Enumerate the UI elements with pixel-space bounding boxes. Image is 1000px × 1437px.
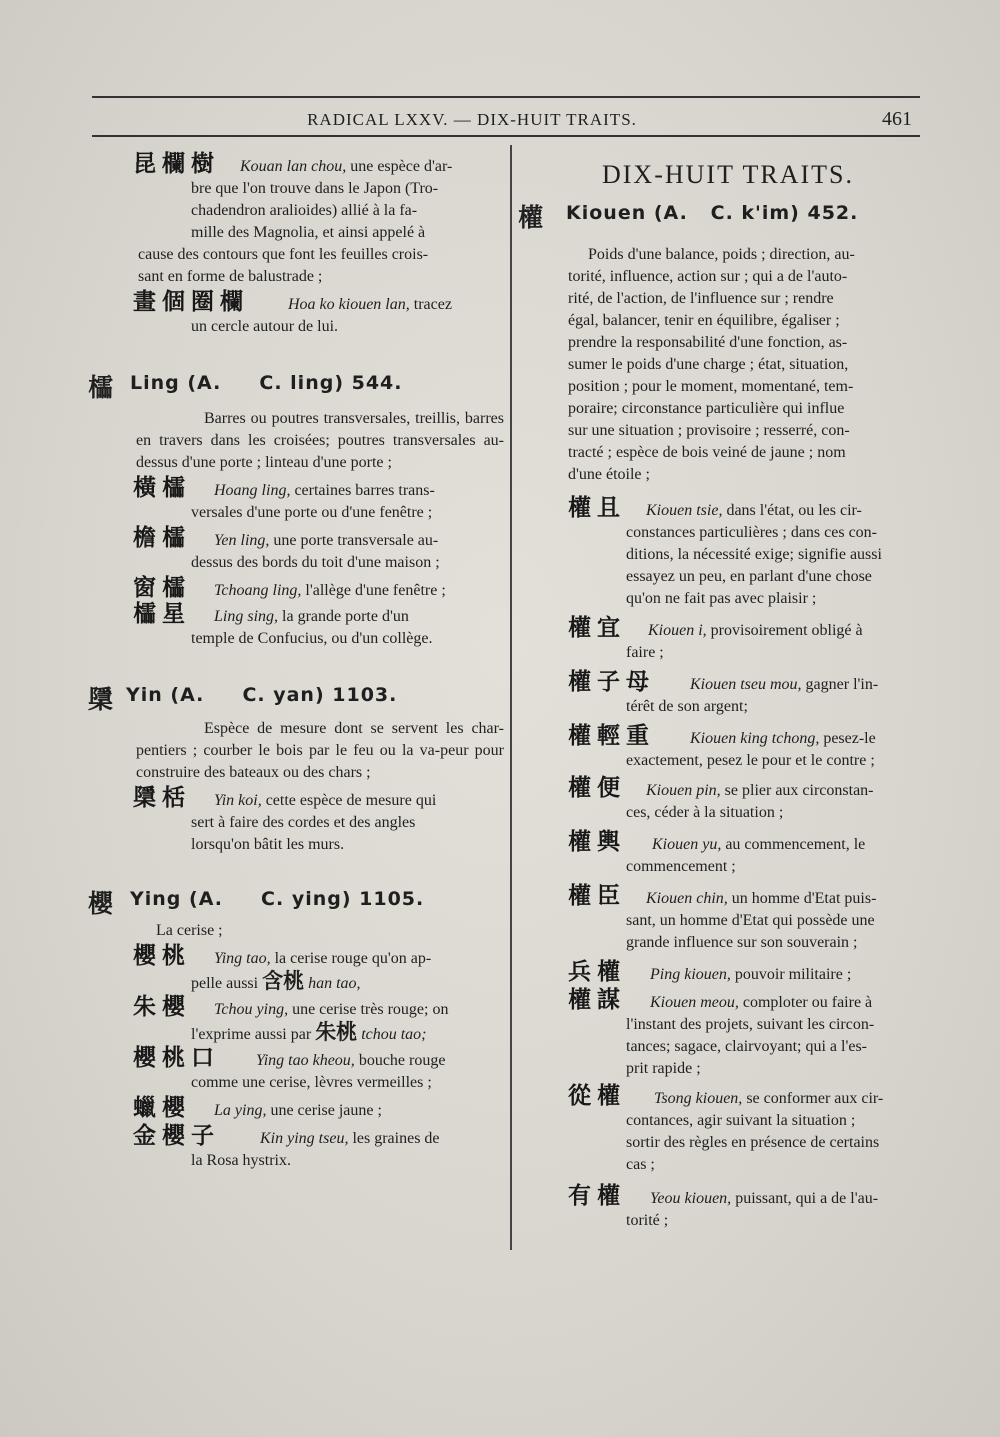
gloss-line: pelle aussi — [191, 975, 259, 992]
romanization: Hoa ko kiouen lan, — [288, 296, 410, 313]
gloss-line: qu'on ne fait pas avec plaisir ; — [626, 590, 817, 607]
gloss-line: contances, agir suivant la situation ; — [626, 1112, 856, 1129]
romanization: Kouan lan chou, — [240, 158, 347, 175]
entry-definition: Barres ou poutres transversales, treillis, barres en travers dans les croisées; poutres transversales au-dessus d'une porte ; linteau d'une porte ; — [136, 410, 504, 471]
compound-entry — [518, 987, 938, 1080]
han-compound: 檐櫺 — [133, 525, 191, 551]
han-compound: 窗櫺 — [133, 575, 191, 601]
gloss-line: torité ; — [626, 1212, 669, 1229]
gloss-line: essayez un peu, en parlant d'une chose — [626, 568, 872, 585]
gloss-line: l'exprime aussi par — [191, 1026, 312, 1043]
romanization: Kiouen i, — [648, 622, 707, 639]
running-head-title: RADICAL LXXV. — DIX-HUIT TRAITS. — [307, 110, 637, 129]
gloss-line: pouvoir militaire ; — [734, 966, 852, 983]
romanization: Yin koi, — [214, 792, 262, 809]
han-compound-inline: 朱桃 — [315, 1020, 358, 1044]
romanization: Tchou ying, — [214, 1001, 289, 1018]
gloss-line: une cerise jaune ; — [270, 1102, 382, 1119]
han-compound: 權子母 — [568, 669, 655, 695]
gloss-line: dessus des bords du toit d'une maison ; — [191, 554, 440, 571]
han-compound: 朱櫻 — [133, 994, 191, 1020]
gloss-line: une porte transversale au- — [273, 532, 439, 549]
definition-line: tracté ; espèce de bois veiné de jaune ; nom — [568, 444, 846, 461]
han-compound: 櫻桃口 — [133, 1045, 220, 1071]
page-number: 461 — [882, 108, 912, 130]
compound-entry — [518, 775, 938, 824]
compound-entry — [88, 525, 504, 574]
han-compound: 兵權 — [568, 959, 626, 985]
gloss-line: l'instant des projets, suivant les circon- — [626, 1016, 875, 1033]
han-compound: 畫個圈欄 — [133, 289, 249, 315]
entry-definition: Espèce de mesure dont se servent les char-pentiers ; courber le bois par le feu ou la va-peur pour construire des bateaux ou des chars ; — [136, 720, 504, 781]
gloss-line: une espèce d'ar- — [350, 158, 453, 175]
romanization: Kiouen king tchong, — [690, 730, 820, 747]
compound-entry — [88, 1123, 504, 1172]
definition-line: position ; pour le moment, momentané, tem- — [568, 378, 854, 395]
entry-heading-yin — [88, 682, 504, 712]
romanization: Tsong kiouen, — [654, 1090, 743, 1107]
gloss-line: térêt de son argent; — [626, 698, 748, 715]
gloss-line: comploter ou faire à — [742, 994, 873, 1011]
gloss-line: comme une cerise, lèvres vermeilles ; — [191, 1074, 432, 1091]
compound-entry — [518, 495, 938, 610]
gloss-line: versales d'une porte ou d'une fenêtre ; — [191, 504, 433, 521]
gloss-line: les graines de — [352, 1130, 440, 1147]
gloss-line: la Rosa hystrix. — [191, 1152, 291, 1169]
gloss-line: ces, céder à la situation ; — [626, 804, 784, 821]
han-compound: 權臣 — [568, 883, 626, 909]
gloss-line: faire ; — [626, 644, 664, 661]
gloss-line: cause des contours que font les feuilles crois- — [138, 246, 429, 263]
compound-entry — [518, 1183, 938, 1232]
head-character: 權 — [518, 203, 544, 232]
definition-line: sur une situation ; provisoire ; resserré, con- — [568, 422, 850, 439]
han-compound: 櫻桃 — [133, 943, 191, 969]
gloss-line: la grande porte d'un — [282, 608, 409, 625]
compound-entry — [88, 289, 504, 338]
gloss-line: chadendron aralioides) allié à la fa- — [191, 202, 418, 219]
gloss-line: grande influence sur son souverain ; — [626, 934, 858, 951]
compound-entry — [518, 669, 938, 718]
compound-entry — [88, 601, 504, 650]
gloss-line: sert à faire des cordes et des angles — [191, 814, 416, 831]
han-compound: 有權 — [568, 1183, 626, 1209]
romanization: Ping kiouen, — [650, 966, 731, 983]
entry-heading-ling — [88, 370, 504, 400]
gloss-line: certaines barres trans- — [294, 482, 435, 499]
romanization: Kiouen yu, — [652, 836, 722, 853]
gloss-line: pesez-le — [823, 730, 876, 747]
entry-heading: Ying (A. C. ying) 1105. — [130, 888, 425, 910]
gloss-line: se conformer aux cir- — [746, 1090, 884, 1107]
gloss-line: la cerise rouge qu'on ap- — [274, 950, 432, 967]
definition-line: sumer le poids d'une charge ; état, situation, — [568, 356, 849, 373]
gloss-line: un homme d'Etat puis- — [731, 890, 877, 907]
han-compound: 權輕重 — [568, 723, 655, 749]
entry-heading: Kiouen (A. C. k'im) 452. — [566, 202, 859, 224]
compound-entry — [88, 785, 504, 856]
entry-heading: Yin (A. C. yan) 1103. — [126, 684, 398, 706]
gloss-line: ditions, la nécessité exige; signifie aussi — [626, 546, 882, 563]
gloss-line: sortir des règles en présence de certains — [626, 1134, 880, 1151]
gloss-line: mille des Magnolia, et ainsi appelé à — [191, 224, 426, 241]
compound-entry — [518, 959, 938, 986]
romanization: Ying tao kheou, — [256, 1052, 355, 1069]
definition-line: Poids d'une balance, poids ; direction, au- — [588, 246, 855, 263]
compound-entry — [518, 1083, 938, 1176]
right-column — [518, 152, 938, 1232]
gloss-line: puissant, qui a de l'au- — [735, 1190, 879, 1207]
romanization: Yen ling, — [214, 532, 270, 549]
romanization: Kiouen pin, — [646, 782, 721, 799]
entry-heading-kiouen — [518, 200, 938, 230]
definition-line: rité, de l'action, de l'influence sur ; rendre — [568, 290, 834, 307]
gloss-line: l'allège d'une fenêtre ; — [305, 582, 446, 599]
column-divider — [510, 145, 512, 1250]
entry-definition: La cerise ; — [156, 922, 223, 939]
compound-entry — [518, 723, 938, 772]
han-compound: 昆欄樹 — [133, 151, 220, 177]
entry-heading-ying — [88, 886, 504, 916]
han-compound-inline: 含桃 — [262, 969, 305, 993]
romanization: La ying, — [214, 1102, 267, 1119]
romanization: Kiouen tseu mou, — [690, 676, 802, 693]
compound-entry — [518, 883, 938, 954]
han-compound: 金櫻子 — [133, 1123, 220, 1149]
definition-line: torité, influence, action sur ; qui a de l'auto- — [568, 268, 848, 285]
gloss-line: tances; sagace, clairvoyant; qui a l'es- — [626, 1038, 867, 1055]
gloss-line: au commencement, le — [725, 836, 866, 853]
romanization: Kin ying tseu, — [260, 1130, 349, 1147]
han-compound: 權宜 — [568, 615, 626, 641]
entry-heading: Ling (A. C. ling) 544. — [130, 372, 403, 394]
compound-entry — [88, 1095, 504, 1122]
romanization: tchou tao; — [361, 1026, 427, 1043]
gloss-line: cette espèce de mesure qui — [265, 792, 437, 809]
gloss-line: bouche rouge — [358, 1052, 446, 1069]
gloss-line: dans l'état, ou les cir- — [726, 502, 862, 519]
gloss-line: provisoirement obligé à — [710, 622, 863, 639]
gloss-line: prit rapide ; — [626, 1060, 701, 1077]
head-character: 櫺 — [88, 373, 114, 402]
entry-definition — [518, 244, 938, 486]
gloss-line: exactement, pesez le pour et le contre ; — [626, 752, 875, 769]
han-compound: 權輿 — [568, 829, 626, 855]
compound-entry — [88, 1045, 504, 1094]
han-compound: 從權 — [568, 1083, 626, 1109]
romanization: Kiouen tsie, — [646, 502, 723, 519]
gloss-line: temple de Confucius, ou d'un collège. — [191, 630, 433, 647]
han-compound: 權便 — [568, 775, 626, 801]
gloss-line: une cerise très rouge; on — [292, 1001, 449, 1018]
compound-entry — [88, 575, 504, 602]
gloss-line: gagner l'in- — [805, 676, 879, 693]
romanization: Hoang ling, — [214, 482, 291, 499]
definition-line: prendre la responsabilité d'une fonction, as- — [568, 334, 848, 351]
head-character: 櫻 — [88, 889, 114, 918]
han-compound: 櫺星 — [133, 601, 191, 627]
gloss-line: sant en forme de balustrade ; — [138, 268, 323, 285]
compound-entry — [88, 994, 504, 1046]
compound-entry — [88, 475, 504, 524]
compound-entry — [518, 615, 938, 664]
top-rule — [92, 96, 920, 98]
header-rule — [92, 135, 920, 137]
gloss-line: tracez — [413, 296, 452, 313]
romanization: Kiouen chin, — [646, 890, 728, 907]
han-compound: 檃栝 — [133, 785, 191, 811]
romanization: han tao, — [308, 975, 361, 992]
romanization: Ling sing, — [214, 608, 279, 625]
head-character: 檃 — [88, 685, 114, 714]
compound-entry — [88, 151, 504, 288]
romanization: Yeou kiouen, — [650, 1190, 732, 1207]
han-compound: 權謀 — [568, 987, 626, 1013]
han-compound: 權且 — [568, 495, 626, 521]
gloss-line: commencement ; — [626, 858, 736, 875]
han-compound: 蠟櫻 — [133, 1095, 191, 1121]
definition-line: égal, balancer, tenir en équilibre, égaliser ; — [568, 312, 840, 329]
running-head — [92, 108, 920, 132]
romanization: Tchoang ling, — [214, 582, 302, 599]
compound-entry — [88, 943, 504, 995]
definition-line: poraire; circonstance particulière qui influe — [568, 400, 845, 417]
gloss-line: constances particulières ; dans ces con- — [626, 524, 878, 541]
gloss-line: se plier aux circonstan- — [724, 782, 874, 799]
left-column — [88, 152, 504, 1172]
gloss-line: un cercle autour de lui. — [191, 318, 339, 335]
han-compound: 橫櫺 — [133, 475, 191, 501]
gloss-line: cas ; — [626, 1156, 655, 1173]
compound-entry — [518, 829, 938, 878]
romanization: Kiouen meou, — [650, 994, 739, 1011]
gloss-line: lorsqu'on bâtit les murs. — [191, 836, 345, 853]
gloss-line: sant, un homme d'Etat qui possède une — [626, 912, 875, 929]
section-title: DIX-HUIT TRAITS. — [601, 160, 855, 189]
gloss-line: bre que l'on trouve dans le Japon (Tro- — [191, 180, 439, 197]
definition-line: d'une étoile ; — [568, 466, 650, 483]
romanization: Ying tao, — [214, 950, 271, 967]
